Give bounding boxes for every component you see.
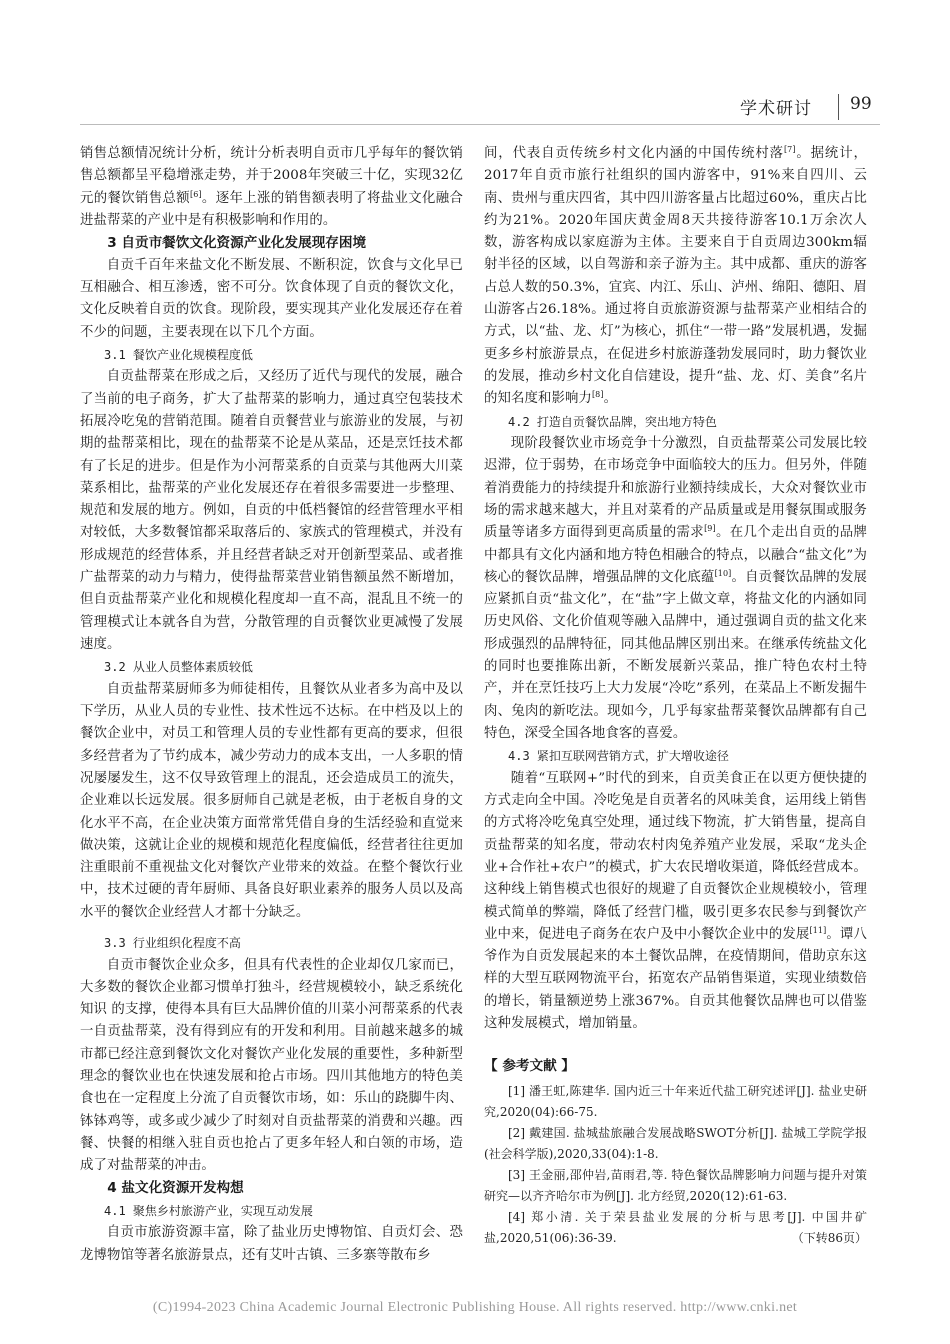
reference-item: [4] 郑小清. 关于荣县盐业发展的分析与思考[J]. 中国井矿盐,2020,51(06):36-39. （下转86页） xyxy=(484,1207,867,1249)
section-title: 学术研讨 xyxy=(740,99,812,119)
continued-note: （下转86页） xyxy=(791,1231,867,1246)
paragraph: 自贡千百年来盐文化不断发展、不断积淀，饮食与文化早已互相融合、相互渗透，密不可分。饮食体现了自贡的餐饮文化，文化反映着自贡的饮食。现阶段，要实现其产业化发展还存在着不少的问题，主要表现在以下几个方面。 xyxy=(80,257,463,340)
subsection-heading: 3.2 从业人员整体素质较低 xyxy=(104,660,253,675)
subsection-heading: 3.1 餐饮产业化规模程度低 xyxy=(104,347,253,362)
section-heading: 3 自贡市餐饮文化资源产业化发展现存困境 xyxy=(107,235,367,252)
copyright-footer: (C)1994-2023 China Academic Journal Electronic Publishing House. All rights reserved. http://www.cnki.net xyxy=(152,1300,798,1315)
right-column xyxy=(484,143,867,1249)
subsection-heading: 4.2 打造自贡餐饮品牌，突出地方特色 xyxy=(508,414,717,429)
subsection-heading: 4.3 紧扣互联网营销方式，扩大增收途径 xyxy=(508,749,729,764)
paragraph: 现阶段餐饮业市场竞争十分激烈，自贡盐帮菜公司发展比较迟滞，位于弱势，在市场竞争中面临较大的压力。但另外，伴随着消费能力的持续提升和旅游行业额持续成长，大众对餐饮业市场的需求越来越大，并且对菜肴的产品质量或是用餐氛围或服务质量等诸多方面得到更高质量的需求[9]。在几个走出自贡的品牌中都具有文化内涵和地方特色相融合的特点，以融合“盐文化”为核心的餐饮品牌，增强品牌的文化底蕴[10]。自贡餐饮品牌的发展应紧抓自贡“盐文化”，在“盐”字上做文章，将盐文化的内涵如同历史风俗、文化价值观等融入品牌中，通过强调自贡的盐文化来形成强烈的品牌特征，同其他品牌区别出来。在继承传统盐文化的同时也要推陈出新，不断发展新兴菜品，推广特色农村土特产，并在烹饪技巧上大力发展“冷吃”系列，在菜品上不断发掘牛肉、兔肉的新吃法。现如今，几乎每家盐帮菜餐饮品牌都有自己特色，深受全国各地食客的喜爱。 xyxy=(484,436,868,741)
reference-item: [1] 潘王虹,陈建华. 国内近三十年来近代盐工研究述评[J]. 盐业史研究,2020(04):66-75. xyxy=(484,1084,867,1120)
paragraph: 销售总额情况统计分析，统计分析表明自贡市几乎每年的餐饮销售总额都呈平稳增涨走势，并于2008年突破三十亿，实现32亿元的餐饮销售总额[6]。逐年上涨的销售额表明了将盐业文化融合进盐帮菜的产业中是有积极影响和作用的。 xyxy=(80,146,463,228)
paragraph: 自贡市旅游资源丰富，除了盐业历史博物馆、自贡灯会、恐龙博物馆等著名旅游景点，还有艾叶古镇、三多寨等散布乡 xyxy=(80,1225,463,1263)
section-heading: 4 盐文化资源开发构想 xyxy=(107,1180,244,1197)
reference-item: [3] 王金丽,邵仲岩,苗雨君,等. 特色餐饮品牌影响力问题与提升对策研究—以齐齐哈尔市为例[J]. 北方经贸,2020(12):61-63. xyxy=(484,1168,867,1204)
paragraph: 自贡盐帮菜厨师多为师徒相传，且餐饮从业者多为高中及以下学历，从业人员的专业性、技术性远不达标。在中档及以上的餐饮企业中，对员工和管理人员的专业性都有更高的要求，但很多经营者为了节约成本，减少劳动力的成本支出，一人多职的情况屡屡发生，这不仅导致管理上的混乱，还会造成员工的流失，企业难以长远发展。很多厨师自己就是老板，由于老板自身的文化水平不高，在企业决策方面常常凭借自身的生活经验和直觉来做决策，这就让企业的规模和规范化程度偏低，经营者往往更加注重眼前不重视盐文化对餐饮产业带来的效益。在整个餐饮行业中，技术过硬的青年厨师、具备良好职业素养的服务人员以及高水平的餐饮企业经营人才都十分缺乏。 xyxy=(80,681,463,920)
paragraph: 随着“互联网+”时代的到来，自贡美食正在以更方便快捷的方式走向全中国。冷吃兔是自贡著名的风味美食，运用线上销售的方式将冷吃兔真空处理，通过线下物流，扩大销售量，提高自贡盐帮菜的知名度，带动农村肉兔养殖产业发展，采取“龙头企业+合作社+农户”的模式，扩大农民增收渠道，降低经营成本。这种线上销售模式也很好的规避了自贡餐饮企业规模较小，管理模式简单的弊端，降低了经营门槛，吸引更多农民参与到餐饮产业中来，促进电子商务在农户及中小餐饮企业中的发展[11]。谭八爷作为自贡发展起来的本土餐饮品牌，在疫情期间，借助京东这样的大型互联网物流平台，拓宽农产品销售渠道，实现业绩数倍的增长，销量额逆势上涨367%。自贡其他餐饮品牌也可以借鉴这种发展模式，增加销量。 xyxy=(484,770,867,1031)
paragraph: 自贡盐帮菜在形成之后，又经历了近代与现代的发展，融合了当前的电子商务，扩大了盐帮菜的影响力，通过真空包装技术拓展冷吃兔的营销范围。随着自贡餐营业与旅游业的发展，与初期的盐帮菜相比，现在的盐帮菜不论是从菜品，还是烹饪技术都有了长足的进步。但是作为小河帮菜系的自贡菜与其他两大川菜菜系相比，盐帮菜的产业化发展还存在着很多需要进一步整理、规范和发展的地方。例如，自贡的中低档餐馆的经营管理水平相对较低，大多数餐馆都采取落后的、家族式的管理模式，并没有形成规范的经营体系，并且经营者缺乏对开创新型菜品、或者推广盐帮菜的动力与精力，使得盐帮菜营业销售额虽然不断增加，但自贡盐帮菜产业化和规模化程度却一直不高，混乱且不统一的管理模式让本就各自为营，分散管理的自贡餐饮业更减慢了发展速度。 xyxy=(80,369,463,652)
paragraph: 间，代表自贡传统乡村文化内涵的中国传统村落[7]。据统计，2017年自贡市旅行社组织的国内游客中，91%来自四川、云南、贵州与重庆四省，其中四川游客量占比超过60%，重庆占比约为21%。2020年国庆黄金周8天共接待游客10.1万余次人数，游客构成以家庭游为主体。主要来自于自贡周边300km辐射半径的区域，以自驾游和亲子游为主。其中成都、重庆的游客占总人数的50.3%，宜宾、内江、乐山、泸州、绵阳、德阳、眉山游客占26.18%。通过将自贡旅游资源与盐帮菜产业相结合的方式，以“盐、龙、灯”为核心，抓住“一带一路”发展机遇，发掘更多乡村旅游景点，在促进乡村旅游蓬勃发展同时，助力餐饮业的发展，推动乡村文化自信建设，提升“盐、龙、灯、美食”名片的知名度和影响力[8]。 xyxy=(484,145,867,407)
references-heading: 【 参考文献 】 xyxy=(484,1058,576,1075)
header-divider xyxy=(838,94,839,120)
subsection-heading: 3.3 行业组织化程度不高 xyxy=(104,936,241,950)
paragraph: 自贡市餐饮企业众多，但具有代表性的企业却仅几家而已，大多数的餐饮企业都习惯单打独斗，经营规模较小，缺乏系统化知识 的支撑，使得本具有巨大品牌价值的川菜小河帮菜系的代表一自贡盐帮菜，没有得到应有的开发和利用。目前越来越多的城市都已经注意到餐饮文化对餐饮产业化发展的重要性，多种新型理念的餐饮业也在快速发展和抢占市场。四川其他地方的特色美食也在一定程度上分流了自贡餐饮市场，如：乐山的跷脚牛肉、钵钵鸡等，或多或少减少了时刻对自贡盐帮菜的消费和兴趣。西餐、快餐的相继入驻自贡也抢占了更多年轻人和白领的市场，造成了对盐帮菜的冲击。 xyxy=(80,957,463,1174)
running-header xyxy=(740,94,880,122)
left-column xyxy=(80,143,463,1267)
reference-item: [2] 戴建国. 盐城盐旅融合发展战略SWOT分析[J]. 盐城工学院学报(社会科学版),2020,33(04):1-8. xyxy=(484,1126,867,1162)
page-number: 99 xyxy=(850,94,872,114)
subsection-heading: 4.1 聚焦乡村旅游产业，实现互动发展 xyxy=(104,1203,313,1218)
header-rule xyxy=(80,124,880,125)
